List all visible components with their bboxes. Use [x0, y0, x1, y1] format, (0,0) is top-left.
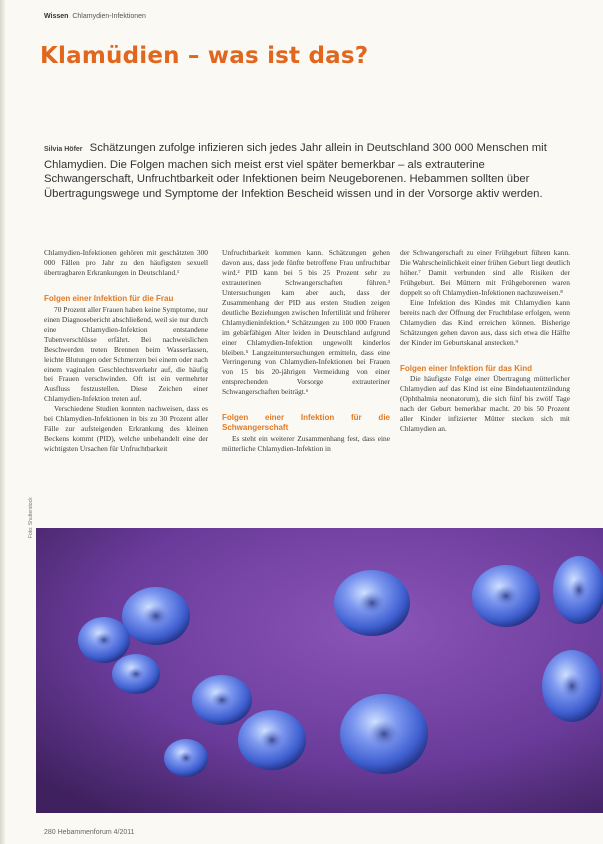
section-topic: Chlamydien-Infektionen [72, 13, 146, 20]
paragraph: Chlamydien-Infektionen gehören mit geschätzten 300 000 Fällen pro Jahr zu den häufigsten sexuell übertragbaren Erkrankungen in Deutschland.¹ [44, 248, 208, 277]
section-label: Wissen [44, 13, 69, 20]
subheading: Folgen einer Infektion für die Frau [44, 293, 174, 303]
subheading: Folgen einer Infektion für das Kind [400, 363, 533, 373]
section-header [44, 13, 146, 20]
author-name: Silvia Höfer [44, 146, 83, 153]
page-footer: 280 Hebammenforum 4/2011 [44, 829, 135, 836]
subheading: Folgen einer Infektion für die Schwangerschaft [222, 413, 390, 433]
text-column-1 [44, 248, 208, 454]
paragraph: Unfruchtbarkeit kommen kann. Schätzungen gehen davon aus, dass jede fünfte betroffene Frau unfruchtbar wird.² PID kann bei 5 bis 25 Prozent sehr zu extrauterinen Schwangerschaften führen.³ Untersuchungen kam aber auch, dass der Zusammenhang der PID aus ersten Studien zeigen deutliche Beziehungen zwischen Infertilität und früherer Chlamydieninfektion.⁴ Schätzungen zu 100 000 Frauen im gebärfähigen Alter leiden in Deutschland aufgrund einer Chlamydien-Infektion ungewollt kinderlos bleiben.⁵ Langzeituntersuchungen ermitteln, dass eine Verringerung von Chlamydien-Infektionen bei Frauen von 15 bis 20-jährigen Vermeidung von einer entsprechenden Vorsorge extrauteriner Schwangerschaften beiträgt.⁶ [222, 248, 390, 397]
article-title: Klamüdien – was ist das? [40, 43, 369, 69]
article-lead [44, 141, 574, 201]
paragraph: Es steht ein weiterer Zusammenhang fest, dass eine mütterliche Chlamydien-Infektion in [222, 434, 390, 454]
text-column-2 [222, 248, 390, 454]
page-gutter-shadow [0, 0, 6, 844]
chlamydia-cells-image [36, 528, 603, 813]
paragraph: Eine Infektion des Kindes mit Chlamydien kann bereits nach der Öffnung der Fruchtblase erfolgen, wenn Chlamydien das Kind erreichen können. Bisherige Schätzungen gehen davon aus, dass sich etwa die Hälfte der Kinder im Geburtskanal anstecken.⁹ [400, 297, 570, 347]
paragraph: Verschiedene Studien konnten nachweisen, dass es bei Chlamydien-Infektionen in bis zu 30 Prozent aller Fälle zur aufsteigenden Erkrankung des kleinen Beckens kommt (PID), welche unbehandelt eine der wichtigsten Ursachen für Unfruchtbarkeit [44, 404, 208, 454]
paragraph: 70 Prozent aller Frauen haben keine Symptome, nur einen Diagnosebericht abschließend, weil sie nur durch eine Chlamydien-Infektion entstandene Tubenverschlüsse erfährt. Bei nachweislichen Beschwerden treten Brennen beim Wasserlassen, leichte Blutungen oder Schmerzen bei einem oder nach einem vaginalen Geschlechtsverkehr auf, die häufig bei Frauen verschwinden. Oft ist ein vermehrter Ausfluss festzustellen. Diese Zeichen einer Chlamydien-Infektion treten auf. [44, 304, 208, 404]
photo-credit: Foto: Shutterstock [28, 497, 34, 538]
paragraph: der Schwangerschaft zu einer Frühgeburt führen kann. Die Wahrscheinlichkeit einer frühen Geburt liegt deutlich höher.⁷ Damit verbunden sind alle Risiken der Frühgeburt. Bei Müttern mit Frühgeborenen waren doppelt so oft Chlamydien-Infektionen nachzuweisen.⁸ [400, 248, 571, 297]
paragraph: Die häufigste Folge einer Übertragung mütterlicher Chlamydien auf das Kind ist eine Bindehautentzündung (Ophthalmia neonatorum), die sich fünf bis zwölf Tage nach der Geburt bemerkbar macht. 20 bis 50 Prozent aller Kinder infizierter Mütter stecken sich mit Chlamydien an. [400, 374, 570, 434]
text-column-3 [400, 248, 570, 434]
lead-text: Schätzungen zufolge infizieren sich jedes Jahr allein in Deutschland 300 000 Menschen mit Chlamydien. Die Folgen machen sich meist erst viel später bemerkbar – als extrauterine Schwangerschaft, Unfruchtbarkeit oder Infektionen beim Neugeborenen. Hebammen sollten über Übertragungswege und Symptome der Infektion Bescheid wissen und in der Vorsorge aktiv werden. [44, 142, 547, 200]
